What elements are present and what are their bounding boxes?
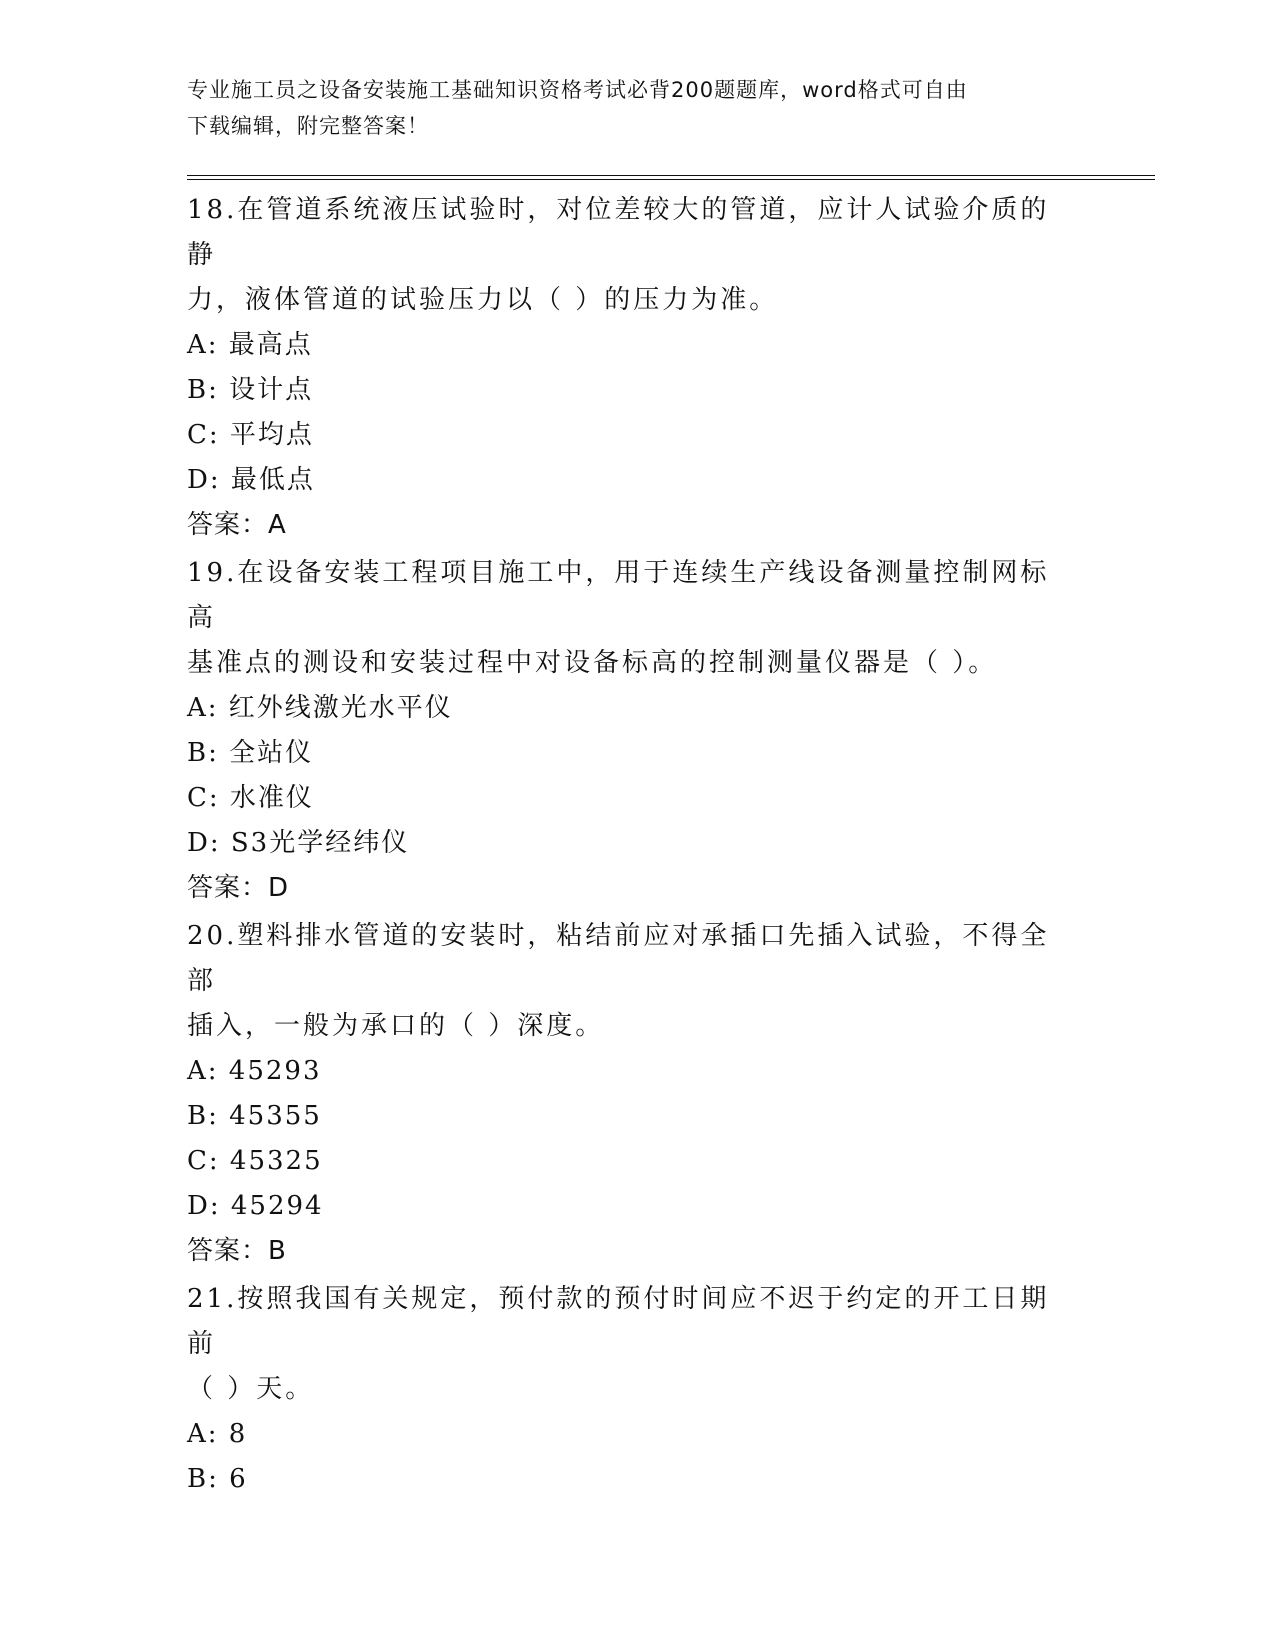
answer-line: 答案：A [187,510,287,540]
answer-line: 答案：B [187,1236,287,1266]
question-stem-line: （ ）天。 [187,1374,315,1404]
option-d: D: 45294 [187,1191,324,1221]
option-c: C: 平均点 [187,420,314,450]
question-21 [187,1277,1067,1502]
option-a: A: 最高点 [187,330,313,360]
question-stem [187,1277,1067,1412]
question-stem-line: 19.在设备安装工程项目施工中，用于连续生产线设备测量控制网标高 [187,558,1050,633]
option-b: B: 设计点 [187,375,314,405]
option-c: C: 水准仪 [187,783,314,813]
question-stem-line: 基准点的测设和安装过程中对设备标高的控制测量仪器是（ ）。 [187,648,998,678]
header-divider [187,175,1155,180]
question-stem-line: 插入，一般为承口的（ ）深度。 [187,1011,605,1041]
document-header [187,72,1067,144]
option-a: A: 45293 [187,1056,322,1086]
question-stem-line: 21.按照我国有关规定，预付款的预付时间应不迟于约定的开工日期前 [187,1284,1050,1359]
question-stem-line: 力，液体管道的试验压力以（ ）的压力为准。 [187,285,779,315]
question-19 [187,551,1067,911]
header-title-line-2: 下载编辑，附完整答案！ [187,114,429,138]
option-d: D: S3光学经纬仪 [187,828,410,858]
question-stem-line: 18.在管道系统液压试验时，对位差较大的管道，应计人试验介质的静 [187,195,1050,270]
option-b: B: 全站仪 [187,738,314,768]
question-stem [187,914,1067,1049]
question-stem-line: 20.塑料排水管道的安装时，粘结前应对承插口先插入试验，不得全部 [187,921,1050,996]
option-b: B: 45355 [187,1101,322,1131]
header-title-line-1: 专业施工员之设备安装施工基础知识资格考试必背200题题库，word格式可自由 [187,78,968,102]
question-18 [187,188,1067,548]
option-d: D: 最低点 [187,465,315,495]
option-a: A: 8 [187,1419,248,1449]
answer-line: 答案：D [187,873,290,903]
question-stem [187,551,1067,686]
option-c: C: 45325 [187,1146,323,1176]
option-a: A: 红外线激光水平仪 [187,693,453,723]
question-20 [187,914,1067,1274]
question-stem [187,188,1067,323]
option-b: B: 6 [187,1464,248,1494]
